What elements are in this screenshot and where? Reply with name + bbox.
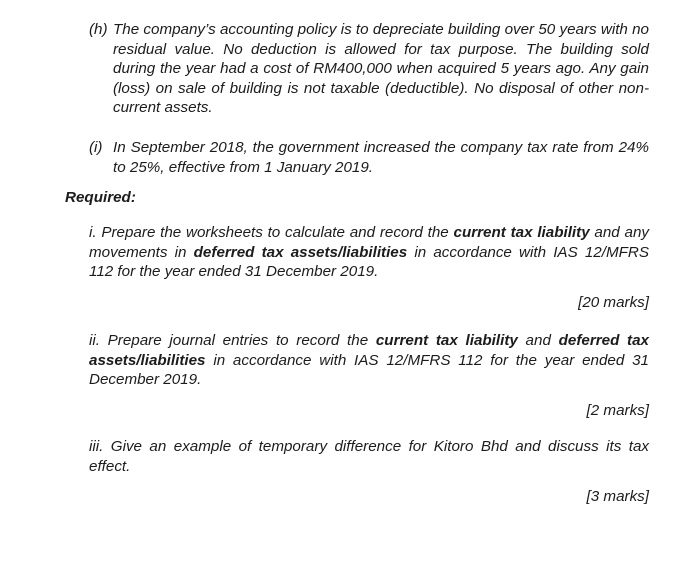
note-i-label: (i) bbox=[89, 139, 103, 156]
note-i bbox=[89, 138, 649, 177]
question-ii-bold-2: deferred tax assets/liabilities bbox=[89, 332, 650, 369]
question-i-marks: [20 marks] bbox=[578, 294, 649, 311]
question-ii bbox=[89, 331, 649, 390]
question-i-bold-2: deferred tax assets/liabilities bbox=[193, 243, 408, 261]
question-ii-text-3: in accordance with IAS 12/MFRS 112 for the year ended 31 December 2019. bbox=[89, 351, 649, 389]
question-iii bbox=[89, 437, 649, 476]
question-i-bold-1: current tax liability bbox=[453, 224, 590, 241]
question-ii-text-2: and bbox=[517, 332, 559, 349]
question-i-text-1: i. Prepare the worksheets to calculate and record the bbox=[89, 224, 454, 241]
question-i bbox=[89, 223, 649, 282]
question-i-text-2: and any movements in bbox=[89, 224, 649, 261]
question-i-text-3: in accordance with IAS 12/MFRS 112 for the year ended 31 December 2019. bbox=[89, 243, 649, 281]
required-heading: Required: bbox=[65, 189, 136, 206]
note-i-text: In September 2018, the government increased the company tax rate from 24% to 25%, effective from 1 January 2019. bbox=[113, 139, 649, 176]
question-ii-text-1: ii. Prepare journal entries to record the bbox=[89, 332, 376, 349]
question-iii-marks: [3 marks] bbox=[586, 488, 649, 505]
note-h bbox=[89, 20, 649, 118]
question-iii-text: iii. Give an example of temporary difference for Kitoro Bhd and discuss its tax effect. bbox=[89, 438, 649, 475]
note-h-text: The company’s accounting policy is to depreciate building over 50 years with no residual value. No deduction is allowed for tax purpose. The building sold during the year had a cost of RM400,000 when acquired 5 years ago. Any gain (loss) on sale of building is not taxable (deductible). No disposal of other non-current assets. bbox=[113, 21, 649, 117]
note-h-label: (h) bbox=[89, 21, 108, 38]
question-ii-bold-1: current tax liability bbox=[375, 332, 518, 349]
question-ii-marks: [2 marks] bbox=[586, 402, 649, 419]
